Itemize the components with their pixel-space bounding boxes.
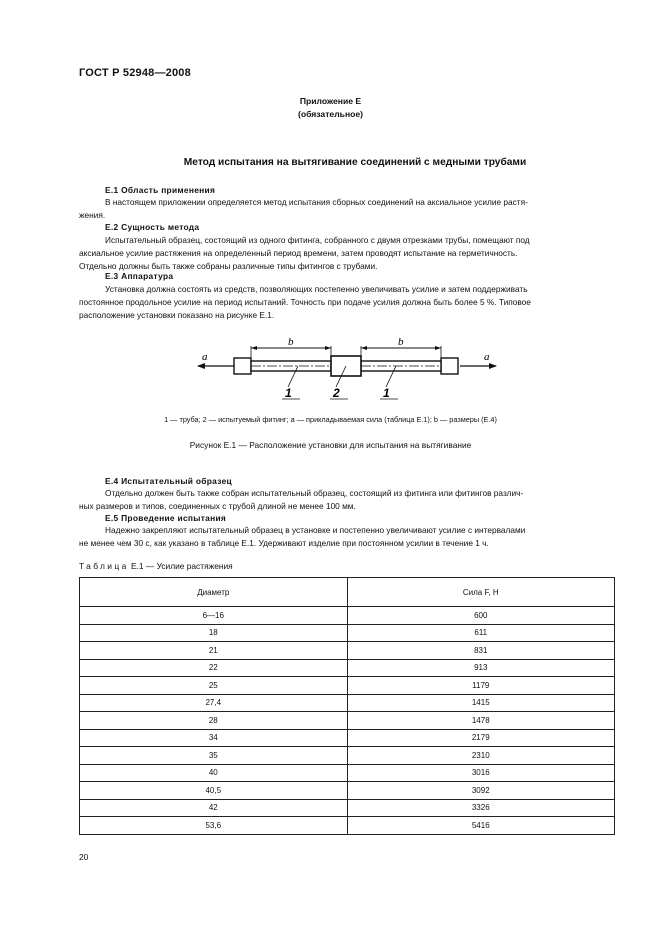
cell-diameter: 25: [80, 677, 348, 695]
cell-diameter: 22: [80, 659, 348, 677]
cell-force: 3092: [347, 782, 614, 800]
section-e5-heading: Е.5 Проведение испытания: [105, 513, 227, 523]
cell-force: 5416: [347, 817, 614, 835]
cell-force: 913: [347, 659, 614, 677]
section-e2-heading: Е.2 Сущность метода: [105, 222, 200, 232]
text-line: Отдельно должен быть также собран испытательный образец, состоящий из фитинга или фитингов различ-: [105, 488, 524, 498]
cell-force: 1478: [347, 712, 614, 730]
table-row: [80, 694, 615, 712]
page-title: Метод испытания на вытягивание соединений с медными трубами: [183, 157, 527, 168]
section-e4-heading: Е.4 Испытательный образец: [105, 476, 232, 486]
page-number: 20: [79, 852, 89, 862]
dimension-label-left: b: [288, 338, 294, 348]
cell-diameter: 40,5: [80, 782, 348, 800]
cell-force: 2310: [347, 747, 614, 765]
appendix-status: (обязательное): [297, 109, 364, 119]
cell-diameter: 6—16: [80, 607, 348, 625]
section-e2-body: [79, 234, 615, 274]
cell-force: 1415: [347, 694, 614, 712]
text-line: аксиальное усилие растяжения на определенный период времени, затем проводят испытание на герметичность.: [79, 248, 518, 259]
section-e1-body: [79, 196, 615, 222]
table-row: [80, 817, 615, 835]
table-caption-text: Е.1 — Усилие растяжения: [128, 561, 233, 571]
cell-diameter: 40: [80, 764, 348, 782]
document-header: ГОСТ Р 52948—2008: [79, 67, 191, 79]
cell-diameter: 42: [80, 799, 348, 817]
grip-left: [234, 358, 251, 374]
dimension-label-right: b: [398, 338, 404, 348]
text-line: постоянное продольное усилие на период испытаний. Точность при подаче усилия должна быть более 5 %. Типовое: [79, 297, 531, 308]
test-setup-figure: [190, 338, 500, 408]
cell-force: 1179: [347, 677, 614, 695]
table-row: [80, 659, 615, 677]
table-row: [80, 764, 615, 782]
grip-right: [441, 358, 458, 374]
text-line: расположение установки показано на рисунке Е.1.: [79, 310, 275, 321]
cell-diameter: 34: [80, 729, 348, 747]
table-row: [80, 747, 615, 765]
table-row: [80, 624, 615, 642]
text-line: не менее чем 30 с, как указано в таблице Е.1. Удерживают изделие при постоянном усилии в течение 1 ч.: [79, 538, 489, 549]
table-row: [80, 729, 615, 747]
force-label-left: a: [202, 351, 208, 363]
figure-caption: Рисунок Е.1 — Расположение установки для испытания на вытягивание: [189, 440, 472, 450]
cell-diameter: 27,4: [80, 694, 348, 712]
table-row: [80, 712, 615, 730]
text-line: Установка должна состоять из средств, позволяющих постепенно увеличивать усилие и затем поддерживать: [105, 284, 528, 294]
table-row: [80, 677, 615, 695]
force-label-right: a: [484, 351, 490, 363]
cell-diameter: 35: [80, 747, 348, 765]
cell-diameter: 21: [80, 642, 348, 660]
cell-force: 831: [347, 642, 614, 660]
cell-diameter: 53,6: [80, 817, 348, 835]
column-header-diameter: Диаметр: [80, 578, 348, 607]
table-row: [80, 782, 615, 800]
table-row: [80, 607, 615, 625]
figure-legend: 1 — труба; 2 — испытуемый фитинг; a — прикладываемая сила (таблица Е.1); b — размеры (Е.4): [164, 415, 497, 424]
cell-force: 611: [347, 624, 614, 642]
pipe-label-right: 1: [383, 386, 390, 400]
text-line: Отдельно должны быть также собраны различные типы фитингов с трубами.: [79, 261, 378, 272]
table-caption-prefix: Таблица: [79, 561, 129, 571]
section-e3-body: [79, 283, 615, 323]
table-header-row: [80, 578, 615, 607]
text-line: ных размеров и типов, соединенных с трубой длиной не менее 100 мм.: [79, 501, 356, 512]
column-header-force: Сила F, Н: [347, 578, 614, 607]
pipe-label-left: 1: [285, 386, 292, 400]
cell-force: 3326: [347, 799, 614, 817]
section-e3-heading: Е.3 Аппаратура: [105, 271, 174, 281]
tensile-force-table: [79, 577, 615, 835]
cell-force: 600: [347, 607, 614, 625]
section-e4-body: [79, 487, 615, 513]
text-line: жения.: [79, 210, 106, 221]
section-e1-heading: Е.1 Область применения: [105, 185, 216, 195]
text-line: В настоящем приложении определяется метод испытания сборных соединений на аксиальное усилие растя-: [105, 197, 528, 207]
text-line: Испытательный образец, состоящий из одного фитинга, собранного с двумя отрезками трубы, помещают под: [105, 235, 530, 245]
cell-force: 2179: [347, 729, 614, 747]
table-row: [80, 799, 615, 817]
text-line: Надежно закрепляют испытательный образец в установке и постепенно увеличивают усилие с интервалами: [105, 525, 526, 535]
section-e5-body: [79, 524, 615, 550]
appendix-label: Приложение Е: [299, 96, 362, 106]
cell-diameter: 28: [80, 712, 348, 730]
table-row: [80, 642, 615, 660]
cell-diameter: 18: [80, 624, 348, 642]
fitting-label: 2: [333, 386, 340, 400]
cell-force: 3016: [347, 764, 614, 782]
table-caption: [79, 561, 233, 571]
